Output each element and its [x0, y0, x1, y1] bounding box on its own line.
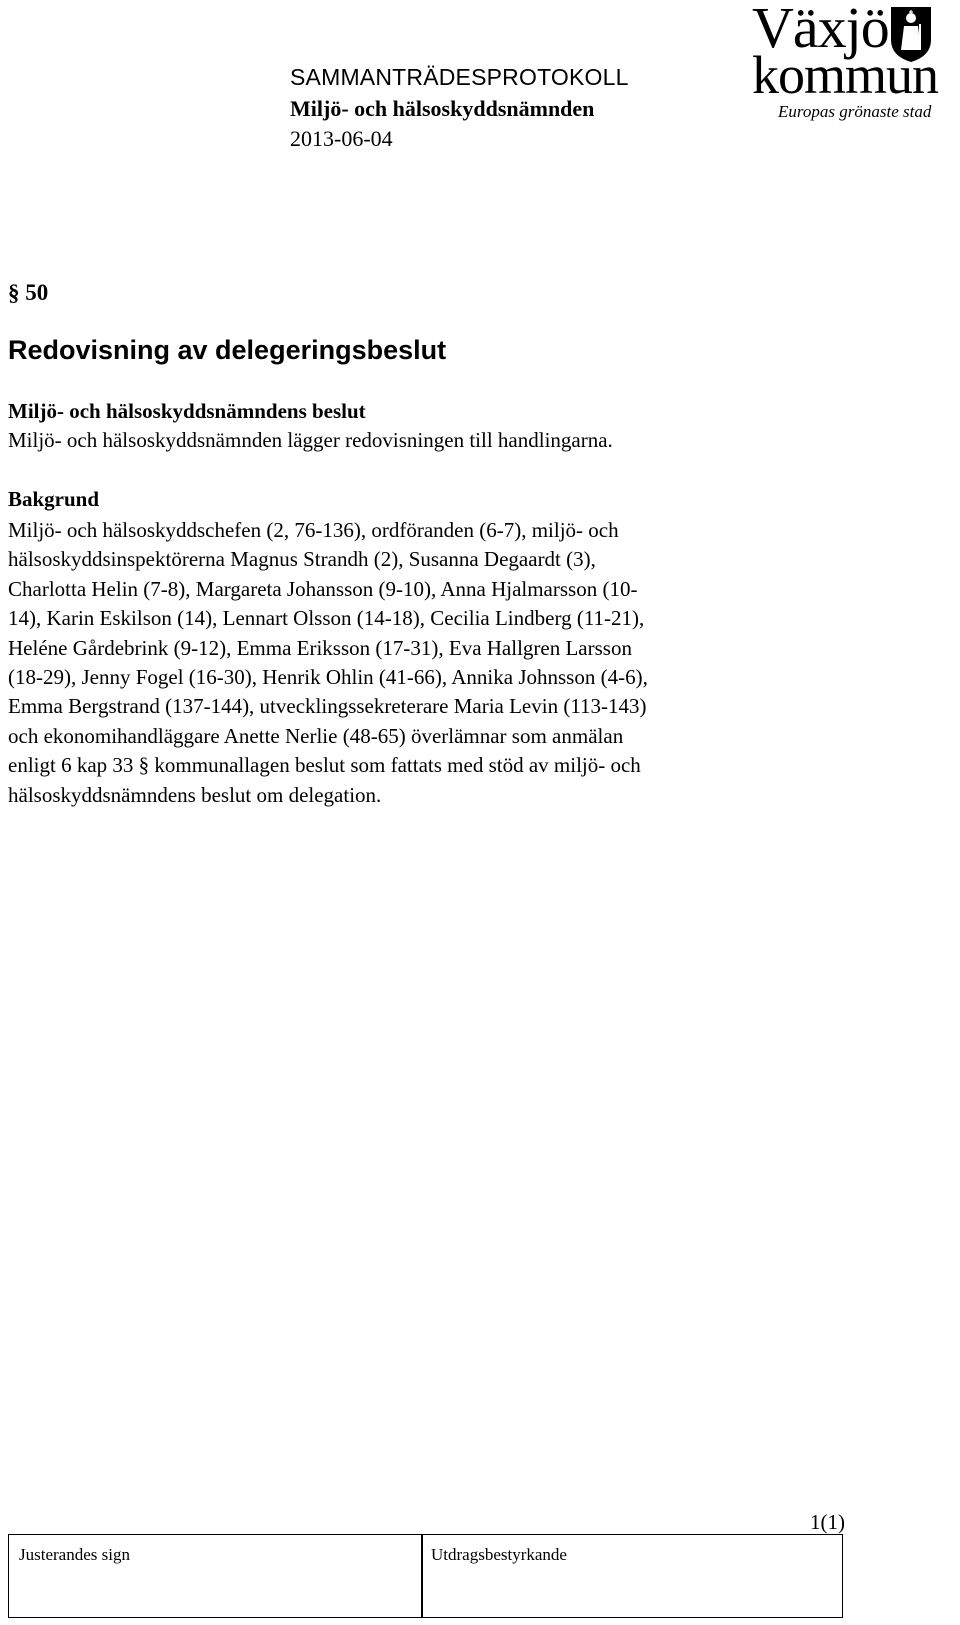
- committee-name: Miljö- och hälsoskyddsnämnden: [290, 96, 595, 121]
- background-line: enligt 6 kap 33 § kommunallagen beslut som fattats med stöd av miljö- och: [8, 753, 641, 778]
- section-title: Redovisning av delegeringsbeslut: [8, 335, 447, 365]
- background-line: hälsoskyddsnämndens beslut om delegation.: [8, 782, 382, 807]
- decision-heading: Miljö- och hälsoskyddsnämndens beslut: [8, 399, 366, 423]
- logo-word-kommun: kommun: [752, 45, 939, 105]
- background-line: (18-29), Jenny Fogel (16-30), Henrik Ohlin (41-66), Annika Johnsson (4-6),: [8, 665, 648, 690]
- background-line: Heléne Gårdebrink (9-12), Emma Eriksson (17-31), Eva Hallgren Larsson: [8, 635, 632, 660]
- extract-certification-label: Utdragsbestyrkande: [431, 1545, 567, 1564]
- decision-text: Miljö- och hälsoskyddsnämnden lägger redovisningen till handlingarna.: [8, 428, 613, 452]
- section-number: § 50: [8, 280, 49, 305]
- logo-word-vaxjo: Växjö: [752, 0, 889, 60]
- background-line: och ekonomihandläggare Anette Nerlie (48-65) överlämnar som anmälan: [8, 723, 624, 748]
- signature-box-divider: [421, 1535, 423, 1617]
- signature-box: [8, 1534, 843, 1618]
- document-type: SAMMANTRÄDESPROTOKOLL: [290, 64, 629, 90]
- background-line: Miljö- och hälsoskyddschefen (2, 76-136), ordföranden (6-7), miljö- och: [8, 518, 619, 542]
- background-line: Charlotta Helin (7-8), Margareta Johansson (9-10), Anna Hjalmarsson (10-: [8, 576, 638, 601]
- background-line: hälsoskyddsinspektörerna Magnus Strandh (2), Susanna Degaardt (3),: [8, 547, 596, 572]
- background-line: Emma Bergstrand (137-144), utvecklingssekreterare Maria Levin (113-143): [8, 694, 647, 719]
- background-line: 14), Karin Eskilson (14), Lennart Olsson (14-18), Cecilia Lindberg (11-21),: [8, 606, 645, 631]
- logo-tagline: Europas grönaste stad: [778, 102, 932, 121]
- background-heading: Bakgrund: [8, 487, 100, 511]
- background-text: [8, 516, 788, 810]
- adjuster-sign-label: Justerandes sign: [19, 1545, 130, 1564]
- meeting-date: 2013-06-04: [290, 126, 393, 151]
- vaxjo-kommun-logo: [752, 2, 958, 132]
- page-number: 1(1): [810, 1510, 845, 1534]
